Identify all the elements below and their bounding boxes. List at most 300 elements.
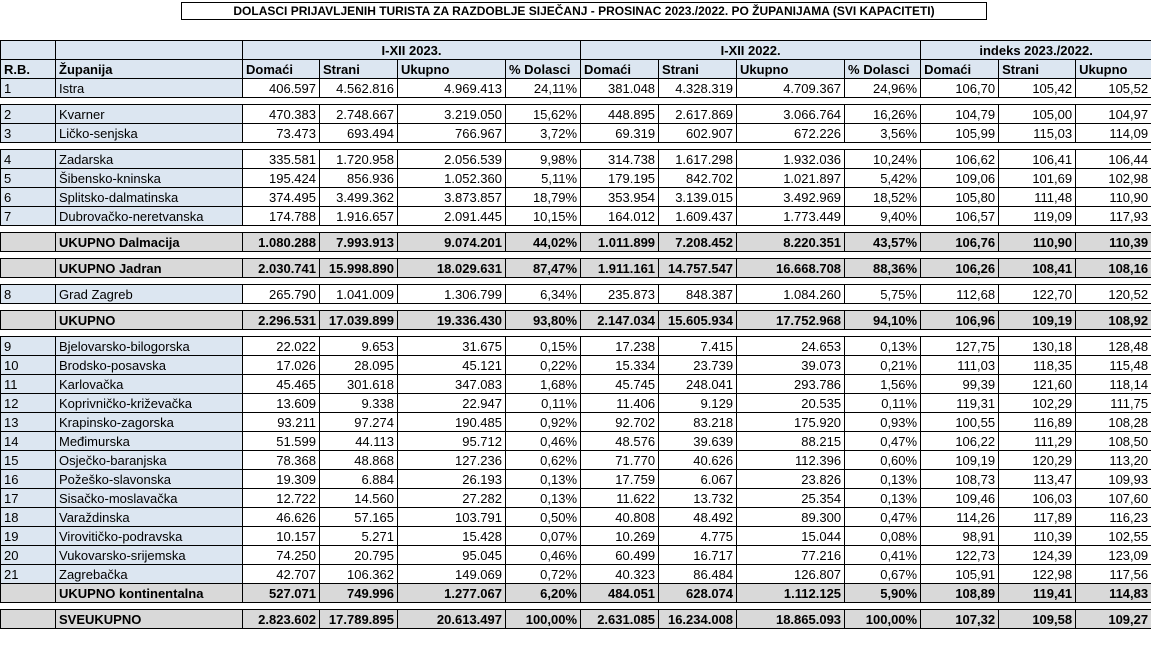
value-cell: 448.895 (581, 105, 659, 124)
value-cell: 9.129 (659, 394, 737, 413)
value-cell: 0,11% (506, 394, 581, 413)
row-number-cell: 16 (1, 470, 56, 489)
value-cell: 23.739 (659, 356, 737, 375)
value-cell: 95.045 (398, 546, 506, 565)
value-cell: 127,75 (921, 337, 999, 356)
value-cell: 106,96 (921, 311, 999, 330)
row-number-cell: 13 (1, 413, 56, 432)
value-cell: 120,29 (999, 451, 1076, 470)
value-cell: 0,13% (845, 470, 921, 489)
county-name-cell: Bjelovarsko-bilogorska (56, 337, 243, 356)
value-cell: 40.626 (659, 451, 737, 470)
value-cell: 108,92 (1076, 311, 1151, 330)
column-header-zupanija: Županija (56, 60, 243, 79)
value-cell: 406.597 (243, 79, 320, 98)
value-cell: 15.044 (737, 527, 845, 546)
row-number-cell: 20 (1, 546, 56, 565)
value-cell: 105,99 (921, 124, 999, 143)
value-cell: 13.609 (243, 394, 320, 413)
value-cell: 17.039.899 (320, 311, 398, 330)
subtotal-row (1, 311, 1151, 330)
county-name-cell: Osječko-baranjska (56, 451, 243, 470)
value-cell: 15.605.934 (659, 311, 737, 330)
value-cell: 2.056.539 (398, 150, 506, 169)
county-name-cell: Istra (56, 79, 243, 98)
value-cell: 74.250 (243, 546, 320, 565)
value-cell: 1.911.161 (581, 259, 659, 278)
value-cell: 18.865.093 (737, 610, 845, 629)
row-number-cell: 11 (1, 375, 56, 394)
value-cell: 0,11% (845, 394, 921, 413)
value-cell: 5.271 (320, 527, 398, 546)
value-cell: 10.157 (243, 527, 320, 546)
value-cell: 1.084.260 (737, 285, 845, 304)
value-cell: 1.773.449 (737, 207, 845, 226)
value-cell: 18,79% (506, 188, 581, 207)
value-cell: 149.069 (398, 565, 506, 584)
value-cell: 174.788 (243, 207, 320, 226)
row-number-cell: 6 (1, 188, 56, 207)
value-cell: 106,22 (921, 432, 999, 451)
value-cell: 105,42 (999, 79, 1076, 98)
value-cell: 672.226 (737, 124, 845, 143)
value-cell: 235.873 (581, 285, 659, 304)
value-cell: 13.732 (659, 489, 737, 508)
value-cell: 130,18 (999, 337, 1076, 356)
value-cell: 108,16 (1076, 259, 1151, 278)
column-header-domaci-index: Domaći (921, 60, 999, 79)
value-cell: 110,90 (999, 233, 1076, 252)
value-cell: 22.022 (243, 337, 320, 356)
value-cell: 115,03 (999, 124, 1076, 143)
county-name-cell: Splitsko-dalmatinska (56, 188, 243, 207)
value-cell: 122,73 (921, 546, 999, 565)
value-cell: 265.790 (243, 285, 320, 304)
value-cell: 848.387 (659, 285, 737, 304)
value-cell: 25.354 (737, 489, 845, 508)
value-cell: 106,62 (921, 150, 999, 169)
value-cell: 1.052.360 (398, 169, 506, 188)
value-cell: 8.220.351 (737, 233, 845, 252)
value-cell: 484.051 (581, 584, 659, 603)
value-cell: 22.947 (398, 394, 506, 413)
value-cell: 17.752.968 (737, 311, 845, 330)
value-cell: 106.362 (320, 565, 398, 584)
value-cell: 28.095 (320, 356, 398, 375)
value-cell: 0,13% (506, 489, 581, 508)
value-cell: 98,91 (921, 527, 999, 546)
value-cell: 16.234.008 (659, 610, 737, 629)
spacer-cell (1, 304, 1151, 311)
value-cell: 109,27 (1076, 610, 1151, 629)
value-cell: 109,06 (921, 169, 999, 188)
header-blank-cell (1, 41, 56, 60)
value-cell: 114,09 (1076, 124, 1151, 143)
value-cell: 123,09 (1076, 546, 1151, 565)
tourist-arrivals-table (0, 40, 1151, 629)
column-header-row (1, 60, 1151, 79)
row-number-cell (1, 259, 56, 278)
value-cell: 0,72% (506, 565, 581, 584)
spacer-row (1, 143, 1151, 150)
value-cell: 113,20 (1076, 451, 1151, 470)
value-cell: 69.319 (581, 124, 659, 143)
value-cell: 110,39 (1076, 233, 1151, 252)
table-row (1, 124, 1151, 143)
county-name-cell: Virovitičko-podravska (56, 527, 243, 546)
value-cell: 51.599 (243, 432, 320, 451)
value-cell: 15.334 (581, 356, 659, 375)
value-cell: 5,11% (506, 169, 581, 188)
county-name-cell: Sisačko-moslavačka (56, 489, 243, 508)
row-number-cell: 10 (1, 356, 56, 375)
value-cell: 117,93 (1076, 207, 1151, 226)
value-cell: 1.720.958 (320, 150, 398, 169)
value-cell: 108,41 (999, 259, 1076, 278)
value-cell: 15.428 (398, 527, 506, 546)
value-cell: 102,98 (1076, 169, 1151, 188)
county-name-cell: UKUPNO Jadran (56, 259, 243, 278)
county-name-cell: Koprivničko-križevačka (56, 394, 243, 413)
value-cell: 2.296.531 (243, 311, 320, 330)
value-cell: 4.775 (659, 527, 737, 546)
column-header-strani-index: Strani (999, 60, 1076, 79)
value-cell: 104,97 (1076, 105, 1151, 124)
value-cell: 115,48 (1076, 356, 1151, 375)
value-cell: 3.873.857 (398, 188, 506, 207)
value-cell: 179.195 (581, 169, 659, 188)
spacer-cell (1, 98, 1151, 105)
spacer-row (1, 98, 1151, 105)
value-cell: 9.338 (320, 394, 398, 413)
value-cell: 106,03 (999, 489, 1076, 508)
value-cell: 0,13% (845, 489, 921, 508)
value-cell: 44.113 (320, 432, 398, 451)
value-cell: 46.626 (243, 508, 320, 527)
value-cell: 842.702 (659, 169, 737, 188)
value-cell: 693.494 (320, 124, 398, 143)
value-cell: 19.336.430 (398, 311, 506, 330)
value-cell: 60.499 (581, 546, 659, 565)
value-cell: 6.884 (320, 470, 398, 489)
value-cell: 109,58 (999, 610, 1076, 629)
row-number-cell (1, 610, 56, 629)
row-number-cell (1, 233, 56, 252)
value-cell: 4.328.319 (659, 79, 737, 98)
spacer-row (1, 330, 1151, 337)
value-cell: 97.274 (320, 413, 398, 432)
row-number-cell: 15 (1, 451, 56, 470)
value-cell: 301.618 (320, 375, 398, 394)
value-cell: 4.969.413 (398, 79, 506, 98)
value-cell: 2.823.602 (243, 610, 320, 629)
row-number-cell: 7 (1, 207, 56, 226)
value-cell: 1.277.067 (398, 584, 506, 603)
value-cell: 117,89 (999, 508, 1076, 527)
value-cell: 105,80 (921, 188, 999, 207)
value-cell: 117,56 (1076, 565, 1151, 584)
column-header-strani-2022: Strani (659, 60, 737, 79)
value-cell: 43,57% (845, 233, 921, 252)
column-header-domaci-2022: Domaći (581, 60, 659, 79)
value-cell: 113,47 (999, 470, 1076, 489)
value-cell: 2.147.034 (581, 311, 659, 330)
value-cell: 1.080.288 (243, 233, 320, 252)
value-cell: 3,72% (506, 124, 581, 143)
table-row (1, 375, 1151, 394)
value-cell: 57.165 (320, 508, 398, 527)
value-cell: 20.795 (320, 546, 398, 565)
value-cell: 99,39 (921, 375, 999, 394)
value-cell: 0,46% (506, 546, 581, 565)
group-header-index: indeks 2023./2022. (921, 41, 1151, 60)
column-header-postotak-2023: % Dolasci (506, 60, 581, 79)
row-number-cell: 17 (1, 489, 56, 508)
value-cell: 7.993.913 (320, 233, 398, 252)
column-header-domaci-2023: Domaći (243, 60, 320, 79)
table-row (1, 432, 1151, 451)
value-cell: 4.562.816 (320, 79, 398, 98)
value-cell: 105,91 (921, 565, 999, 584)
row-number-cell: 18 (1, 508, 56, 527)
value-cell: 0,62% (506, 451, 581, 470)
value-cell: 0,21% (845, 356, 921, 375)
value-cell: 353.954 (581, 188, 659, 207)
value-cell: 45.121 (398, 356, 506, 375)
value-cell: 105,00 (999, 105, 1076, 124)
value-cell: 5,90% (845, 584, 921, 603)
value-cell: 116,89 (999, 413, 1076, 432)
value-cell: 1.617.298 (659, 150, 737, 169)
subtotal-row (1, 259, 1151, 278)
value-cell: 93.211 (243, 413, 320, 432)
spacer-row (1, 226, 1151, 233)
value-cell: 87,47% (506, 259, 581, 278)
value-cell: 78.368 (243, 451, 320, 470)
spacer-row (1, 603, 1151, 610)
row-number-cell: 1 (1, 79, 56, 98)
row-number-cell (1, 311, 56, 330)
value-cell: 3.499.362 (320, 188, 398, 207)
value-cell: 20.535 (737, 394, 845, 413)
column-header-ukupno-2023: Ukupno (398, 60, 506, 79)
value-cell: 106,26 (921, 259, 999, 278)
value-cell: 24.653 (737, 337, 845, 356)
value-cell: 293.786 (737, 375, 845, 394)
table-row (1, 546, 1151, 565)
county-name-cell: UKUPNO Dalmacija (56, 233, 243, 252)
value-cell: 3,56% (845, 124, 921, 143)
value-cell: 10.269 (581, 527, 659, 546)
value-cell: 106,44 (1076, 150, 1151, 169)
value-cell: 124,39 (999, 546, 1076, 565)
value-cell: 14.560 (320, 489, 398, 508)
value-cell: 5,42% (845, 169, 921, 188)
table-row (1, 188, 1151, 207)
column-header-ukupno-index: Ukupno (1076, 60, 1151, 79)
value-cell: 1.916.657 (320, 207, 398, 226)
value-cell: 103.791 (398, 508, 506, 527)
value-cell: 6,34% (506, 285, 581, 304)
value-cell: 24,96% (845, 79, 921, 98)
value-cell: 112,68 (921, 285, 999, 304)
value-cell: 17.026 (243, 356, 320, 375)
column-header-rb: R.B. (1, 60, 56, 79)
value-cell: 18.029.631 (398, 259, 506, 278)
table-row (1, 508, 1151, 527)
value-cell: 4.709.367 (737, 79, 845, 98)
value-cell: 1.306.799 (398, 285, 506, 304)
county-name-cell: Krapinsko-zagorska (56, 413, 243, 432)
value-cell: 16.717 (659, 546, 737, 565)
county-name-cell: Zadarska (56, 150, 243, 169)
spacer-cell (1, 330, 1151, 337)
county-name-cell: Dubrovačko-neretvanska (56, 207, 243, 226)
value-cell: 44,02% (506, 233, 581, 252)
value-cell: 0,92% (506, 413, 581, 432)
value-cell: 1,56% (845, 375, 921, 394)
spacer-row (1, 278, 1151, 285)
value-cell: 1.932.036 (737, 150, 845, 169)
value-cell: 0,13% (506, 470, 581, 489)
value-cell: 114,83 (1076, 584, 1151, 603)
value-cell: 39.639 (659, 432, 737, 451)
table-row (1, 105, 1151, 124)
row-number-cell: 8 (1, 285, 56, 304)
value-cell: 93,80% (506, 311, 581, 330)
value-cell: 95.712 (398, 432, 506, 451)
value-cell: 86.484 (659, 565, 737, 584)
value-cell: 119,09 (999, 207, 1076, 226)
subtotal-row (1, 233, 1151, 252)
value-cell: 45.745 (581, 375, 659, 394)
value-cell: 92.702 (581, 413, 659, 432)
value-cell: 118,14 (1076, 375, 1151, 394)
value-cell: 1.112.125 (737, 584, 845, 603)
value-cell: 15,62% (506, 105, 581, 124)
row-number-cell: 4 (1, 150, 56, 169)
value-cell: 77.216 (737, 546, 845, 565)
row-number-cell (1, 584, 56, 603)
value-cell: 856.936 (320, 169, 398, 188)
value-cell: 0,46% (506, 432, 581, 451)
value-cell: 10,24% (845, 150, 921, 169)
value-cell: 119,31 (921, 394, 999, 413)
value-cell: 40.323 (581, 565, 659, 584)
value-cell: 0,22% (506, 356, 581, 375)
value-cell: 12.722 (243, 489, 320, 508)
value-cell: 102,29 (999, 394, 1076, 413)
value-cell: 14.757.547 (659, 259, 737, 278)
value-cell: 2.631.085 (581, 610, 659, 629)
value-cell: 20.613.497 (398, 610, 506, 629)
value-cell: 1.011.899 (581, 233, 659, 252)
table-row (1, 394, 1151, 413)
county-name-cell: UKUPNO (56, 311, 243, 330)
row-number-cell: 12 (1, 394, 56, 413)
value-cell: 111,03 (921, 356, 999, 375)
group-header-row (1, 41, 1151, 60)
value-cell: 18,52% (845, 188, 921, 207)
value-cell: 109,93 (1076, 470, 1151, 489)
value-cell: 106,57 (921, 207, 999, 226)
value-cell: 9.074.201 (398, 233, 506, 252)
value-cell: 122,98 (999, 565, 1076, 584)
value-cell: 2.030.741 (243, 259, 320, 278)
value-cell: 112.396 (737, 451, 845, 470)
county-name-cell: Brodsko-posavska (56, 356, 243, 375)
subtotal-row (1, 610, 1151, 629)
value-cell: 100,55 (921, 413, 999, 432)
table-row (1, 337, 1151, 356)
value-cell: 16.668.708 (737, 259, 845, 278)
value-cell: 71.770 (581, 451, 659, 470)
spacer-row (1, 304, 1151, 311)
value-cell: 102,55 (1076, 527, 1151, 546)
value-cell: 9,40% (845, 207, 921, 226)
value-cell: 0,67% (845, 565, 921, 584)
value-cell: 24,11% (506, 79, 581, 98)
value-cell: 0,47% (845, 508, 921, 527)
value-cell: 15.998.890 (320, 259, 398, 278)
table-row (1, 285, 1151, 304)
county-name-cell: SVEUKUPNO (56, 610, 243, 629)
value-cell: 42.707 (243, 565, 320, 584)
value-cell: 1.021.897 (737, 169, 845, 188)
spacer-cell (1, 603, 1151, 610)
subtotal-row (1, 584, 1151, 603)
value-cell: 527.071 (243, 584, 320, 603)
value-cell: 108,89 (921, 584, 999, 603)
value-cell: 120,52 (1076, 285, 1151, 304)
value-cell: 94,10% (845, 311, 921, 330)
value-cell: 2.617.869 (659, 105, 737, 124)
value-cell: 110,39 (999, 527, 1076, 546)
value-cell: 0,47% (845, 432, 921, 451)
value-cell: 0,07% (506, 527, 581, 546)
value-cell: 26.193 (398, 470, 506, 489)
value-cell: 7.415 (659, 337, 737, 356)
group-header-2022: I-XII 2022. (581, 41, 921, 60)
value-cell: 16,26% (845, 105, 921, 124)
value-cell: 2.748.667 (320, 105, 398, 124)
value-cell: 100,00% (506, 610, 581, 629)
value-cell: 1.041.009 (320, 285, 398, 304)
value-cell: 1,68% (506, 375, 581, 394)
county-name-cell: Grad Zagreb (56, 285, 243, 304)
value-cell: 164.012 (581, 207, 659, 226)
value-cell: 749.996 (320, 584, 398, 603)
column-header-strani-2023: Strani (320, 60, 398, 79)
value-cell: 347.083 (398, 375, 506, 394)
value-cell: 107,60 (1076, 489, 1151, 508)
table-row (1, 169, 1151, 188)
spacer-row (1, 252, 1151, 259)
value-cell: 3.492.969 (737, 188, 845, 207)
value-cell: 0,13% (845, 337, 921, 356)
table-row (1, 527, 1151, 546)
row-number-cell: 21 (1, 565, 56, 584)
value-cell: 105,52 (1076, 79, 1151, 98)
value-cell: 314.738 (581, 150, 659, 169)
value-cell: 111,75 (1076, 394, 1151, 413)
value-cell: 381.048 (581, 79, 659, 98)
value-cell: 101,69 (999, 169, 1076, 188)
row-number-cell: 14 (1, 432, 56, 451)
value-cell: 0,50% (506, 508, 581, 527)
county-name-cell: Zagrebačka (56, 565, 243, 584)
value-cell: 248.041 (659, 375, 737, 394)
